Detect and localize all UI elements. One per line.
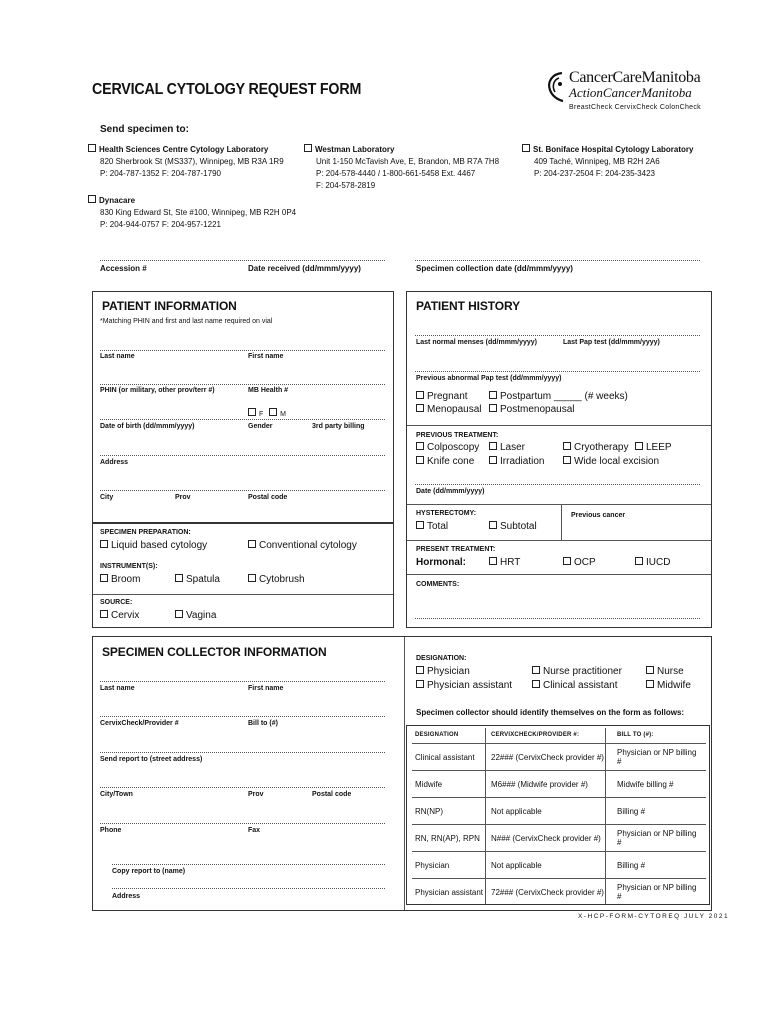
- collector-last-name-field[interactable]: Last name: [100, 685, 135, 692]
- previous-cancer-field[interactable]: Previous cancer: [571, 512, 626, 519]
- postmenopausal-option[interactable]: Postmenopausal: [489, 404, 575, 415]
- colposcopy-option[interactable]: Colposcopy: [416, 442, 479, 453]
- total-option[interactable]: Total: [416, 521, 448, 532]
- checkbox[interactable]: [88, 144, 96, 152]
- phone-field[interactable]: Phone: [100, 827, 122, 834]
- lab-option-westman[interactable]: Westman Laboratory Unit 1-150 McTavish Ave, E, Brandon, MB R7A 7H8 P: 204-578-4440 / 1-800-661-5458 Ext. 4467 F: 204-578-2819: [304, 144, 499, 192]
- comments-field[interactable]: COMMENTS:: [416, 581, 460, 588]
- fax-field[interactable]: Fax: [248, 827, 261, 834]
- irradiation-option[interactable]: Irradiation: [489, 456, 544, 467]
- midwife-option[interactable]: Midwife: [646, 680, 691, 691]
- table-row: Midwife M6### (Midwife provider #) Midwife billing #: [412, 771, 706, 798]
- table-row: RN, RN(AP), RPN N### (CervixCheck provider #) Physician or NP billing #: [412, 825, 706, 852]
- physician-option[interactable]: Physician: [416, 666, 470, 677]
- lab-option-dynacare[interactable]: Dynacare 830 King Edward St, Ste #100, Winnipeg, MB R2H 0P4 P: 204-944-0757 F: 204-957-1221: [88, 195, 296, 231]
- checkbox[interactable]: [522, 144, 530, 152]
- table-header: BILL TO (#):: [614, 727, 706, 744]
- last-normal-menses-field[interactable]: Last normal menses (dd/mmm/yyyy): [416, 339, 537, 346]
- specimen-prep-label: SPECIMEN PREPARATION:: [100, 529, 191, 536]
- date-received-field[interactable]: Date received (dd/mmm/yyyy): [248, 264, 361, 273]
- hysterectomy-label: HYSTERECTOMY:: [416, 510, 477, 517]
- physician-assistant-option[interactable]: Physician assistant: [416, 680, 512, 691]
- cytobrush-option[interactable]: Cytobrush: [248, 574, 305, 585]
- leep-option[interactable]: LEEP: [635, 442, 672, 453]
- wide-local-excision-option[interactable]: Wide local excision: [563, 456, 659, 467]
- accession-field[interactable]: Accession #: [100, 264, 147, 273]
- identify-instruction: Specimen collector should identify themselves on the form as follows:: [416, 708, 685, 717]
- postpartum-option[interactable]: Postpartum _____ (# weeks): [489, 391, 628, 402]
- instrument-label: INSTRUMENT(S):: [100, 563, 158, 570]
- vagina-option[interactable]: Vagina: [175, 610, 216, 621]
- city-town-field[interactable]: City/Town: [100, 791, 133, 798]
- dob-field[interactable]: Date of birth (dd/mmm/yyyy): [100, 423, 195, 430]
- table-row: Physician Not applicable Billing #: [412, 852, 706, 879]
- collector-postal-field[interactable]: Postal code: [312, 791, 352, 798]
- table-header: DESIGNATION: [412, 727, 488, 744]
- nurse-option[interactable]: Nurse: [646, 666, 684, 677]
- clinical-assistant-option[interactable]: Clinical assistant: [532, 680, 617, 691]
- designation-table: [412, 727, 706, 905]
- previous-abnormal-pap-field[interactable]: Previous abnormal Pap test (dd/mmm/yyyy): [416, 375, 562, 382]
- hormonal-label: Hormonal:: [416, 557, 466, 568]
- last-pap-test-field[interactable]: Last Pap test (dd/mmm/yyyy): [563, 339, 660, 346]
- iucd-option[interactable]: IUCD: [635, 557, 670, 568]
- sex-options[interactable]: F M: [248, 408, 286, 418]
- mb-health-field[interactable]: MB Health #: [248, 387, 289, 394]
- treatment-date-field[interactable]: Date (dd/mmm/yyyy): [416, 488, 485, 495]
- table-row: Clinical assistant 22### (CervixCheck provider #) Physician or NP billing #: [412, 744, 706, 771]
- present-treatment-label: PRESENT TREATMENT:: [416, 546, 496, 553]
- spatula-option[interactable]: Spatula: [175, 574, 220, 585]
- address-field[interactable]: Address: [100, 459, 129, 466]
- lab-option-hsc[interactable]: Health Sciences Centre Cytology Laboratory 820 Sherbrook St (MS337), Winnipeg, MB R3A 1R9 P: 204-787-1352 F: 204-787-1790: [88, 144, 284, 180]
- logo-name: CancerCareManitoba: [569, 69, 701, 86]
- liquid-based-option[interactable]: Liquid based cytology: [100, 540, 207, 551]
- laser-option[interactable]: Laser: [489, 442, 525, 453]
- collector-prov-field[interactable]: Prov: [248, 791, 264, 798]
- nurse-practitioner-option[interactable]: Nurse practitioner: [532, 666, 622, 677]
- prov-field[interactable]: Prov: [175, 494, 191, 501]
- form-title: CERVICAL CYTOLOGY REQUEST FORM: [92, 81, 362, 98]
- footer-code: X-HCP-FORM-CYTOREQ JULY 2021: [578, 913, 730, 920]
- last-name-field[interactable]: Last name: [100, 353, 135, 360]
- cervix-option[interactable]: Cervix: [100, 610, 139, 621]
- checkbox-m[interactable]: [269, 408, 277, 416]
- menopausal-option[interactable]: Menopausal: [416, 404, 481, 415]
- table-row: Physician assistant 72### (CervixCheck provider #) Physician or NP billing #: [415, 883, 697, 901]
- previous-treatment-label: PREVIOUS TREATMENT:: [416, 432, 499, 439]
- table-header-row: [412, 727, 706, 744]
- checkbox[interactable]: [304, 144, 312, 152]
- send-report-field[interactable]: Send report to (street address): [100, 756, 203, 763]
- first-name-field[interactable]: First name: [248, 353, 284, 360]
- table-header: CERVIXCHECK/PROVIDER #:: [488, 727, 614, 744]
- lab-option-st-boniface[interactable]: St. Boniface Hospital Cytology Laboratory 409 Taché, Winnipeg, MB R2H 2A6 P: 204-237-2504 F: 204-235-3423: [522, 144, 693, 180]
- collector-first-name-field[interactable]: First name: [248, 685, 284, 692]
- subtotal-option[interactable]: Subtotal: [489, 521, 537, 532]
- send-to-label: Send specimen to:: [100, 124, 189, 135]
- logo-sub: ActionCancerManitoba: [569, 85, 692, 100]
- patient-info-heading: PATIENT INFORMATION: [102, 299, 237, 313]
- patient-note: *Matching PHIN and first and last name required on vial: [100, 318, 273, 325]
- pregnant-option[interactable]: Pregnant: [416, 391, 468, 402]
- postal-code-field[interactable]: Postal code: [248, 494, 288, 501]
- copy-address-field[interactable]: Address: [112, 893, 141, 900]
- logo-tagline: BreastCheck CervixCheck ColonCheck: [569, 104, 701, 111]
- designation-label: DESIGNATION:: [416, 655, 467, 662]
- cryotherapy-option[interactable]: Cryotherapy: [563, 442, 628, 453]
- gender-field[interactable]: Gender: [248, 423, 273, 430]
- phin-field[interactable]: PHIN (or military, other prov/terr #): [100, 387, 215, 394]
- provider-number-field[interactable]: CervixCheck/Provider #: [100, 720, 179, 727]
- hrt-option[interactable]: HRT: [489, 557, 520, 568]
- ocp-option[interactable]: OCP: [563, 557, 596, 568]
- collection-date-field[interactable]: Specimen collection date (dd/mmm/yyyy): [416, 264, 573, 273]
- broom-option[interactable]: Broom: [100, 574, 140, 585]
- bill-to-field[interactable]: Bill to (#): [248, 720, 278, 727]
- collector-heading: SPECIMEN COLLECTOR INFORMATION: [102, 645, 327, 659]
- city-field[interactable]: City: [100, 494, 114, 501]
- third-party-billing-field[interactable]: 3rd party billing: [312, 423, 365, 430]
- checkbox-f[interactable]: [248, 408, 256, 416]
- logo-mark-icon: [544, 70, 566, 104]
- conventional-option[interactable]: Conventional cytology: [248, 540, 357, 551]
- source-label: SOURCE:: [100, 599, 133, 606]
- copy-report-field[interactable]: Copy report to (name): [112, 868, 186, 875]
- knife-cone-option[interactable]: Knife cone: [416, 456, 474, 467]
- checkbox[interactable]: [88, 195, 96, 203]
- patient-history-heading: PATIENT HISTORY: [416, 299, 521, 313]
- table-row: RN(NP) Not applicable Billing #: [412, 798, 706, 825]
